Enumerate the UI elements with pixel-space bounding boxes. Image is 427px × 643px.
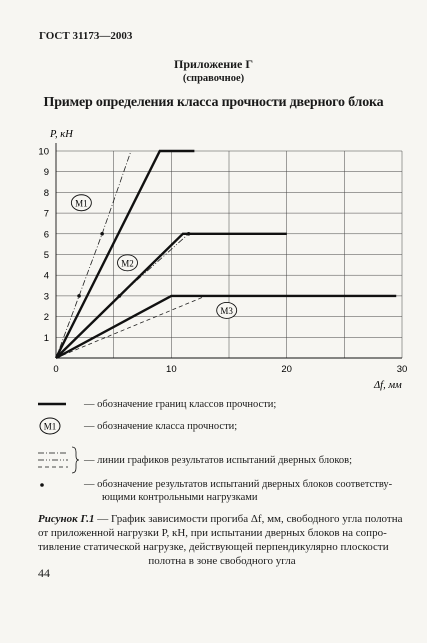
y-axis-label: P, кН (50, 129, 73, 140)
control-point (100, 232, 104, 236)
y-tick-label: 5 (43, 250, 49, 261)
y-tick-label: 9 (43, 167, 49, 179)
x-tick-label: 30 (396, 364, 408, 375)
caption-line-3: тивление статической нагрузке, действующей перпендикулярно плоскости (38, 541, 389, 553)
caption-line-2: от приложенной нагрузки P, кН, при испытании дверных блоков на сопро- (38, 527, 387, 539)
x-tick-label: 20 (281, 364, 292, 375)
class-label: M2 (121, 258, 134, 269)
legend-boundary-text: — обозначение границ классов прочности; (84, 399, 277, 410)
chart-labels (38, 129, 407, 391)
y-tick-label: 1 (43, 332, 49, 344)
appendix-title: Приложение Г (173, 57, 253, 71)
legend-brace (72, 447, 79, 473)
control-point (118, 294, 122, 298)
appendix-reference: (справочное) (182, 73, 245, 84)
caption-line-4: полотна в зоне свободного угла (148, 555, 296, 567)
control-point (187, 232, 191, 236)
y-tick-label: 7 (43, 208, 49, 220)
control-point (77, 294, 81, 298)
legend-dot-text-2: ющими контрольными нагрузками (102, 492, 258, 503)
test-series-line (56, 296, 206, 358)
caption-lead: Рисунок Г.1 (38, 513, 95, 525)
figure-title: Пример определения класса прочности дверного блока (43, 95, 384, 110)
class-label: M1 (75, 198, 88, 209)
y-tick-label: 4 (43, 270, 49, 282)
y-tick-label: 10 (38, 146, 49, 158)
y-tick-label: 3 (43, 291, 49, 303)
legend-dot (40, 483, 44, 487)
class-label: M3 (220, 305, 233, 316)
load-deflection-chart (0, 120, 427, 395)
legend-lines-text: — линии графиков результатов испытаний дверных блоков; (84, 455, 353, 466)
chart-grid (56, 143, 402, 358)
y-tick-label: 2 (43, 312, 49, 324)
legend-class-text: — обозначение класса прочности; (84, 421, 238, 432)
y-tick-label: 6 (43, 229, 49, 241)
y-tick-label: 8 (43, 187, 49, 199)
caption-line-1: — График зависимости прогиба Δf, мм, свободного угла полотна (94, 513, 403, 525)
x-tick-label: 0 (53, 364, 59, 375)
legend-dot-text-1: — обозначение результатов испытаний дверных блоков соответству- (84, 479, 393, 490)
x-axis-label: Δf, мм (374, 380, 402, 391)
figure-caption (38, 512, 406, 568)
document-code: ГОСТ 31173—2003 (39, 30, 133, 42)
page-number: 44 (38, 566, 50, 580)
legend-class-symbol: M1 (43, 421, 57, 432)
x-tick-label: 10 (166, 364, 177, 375)
